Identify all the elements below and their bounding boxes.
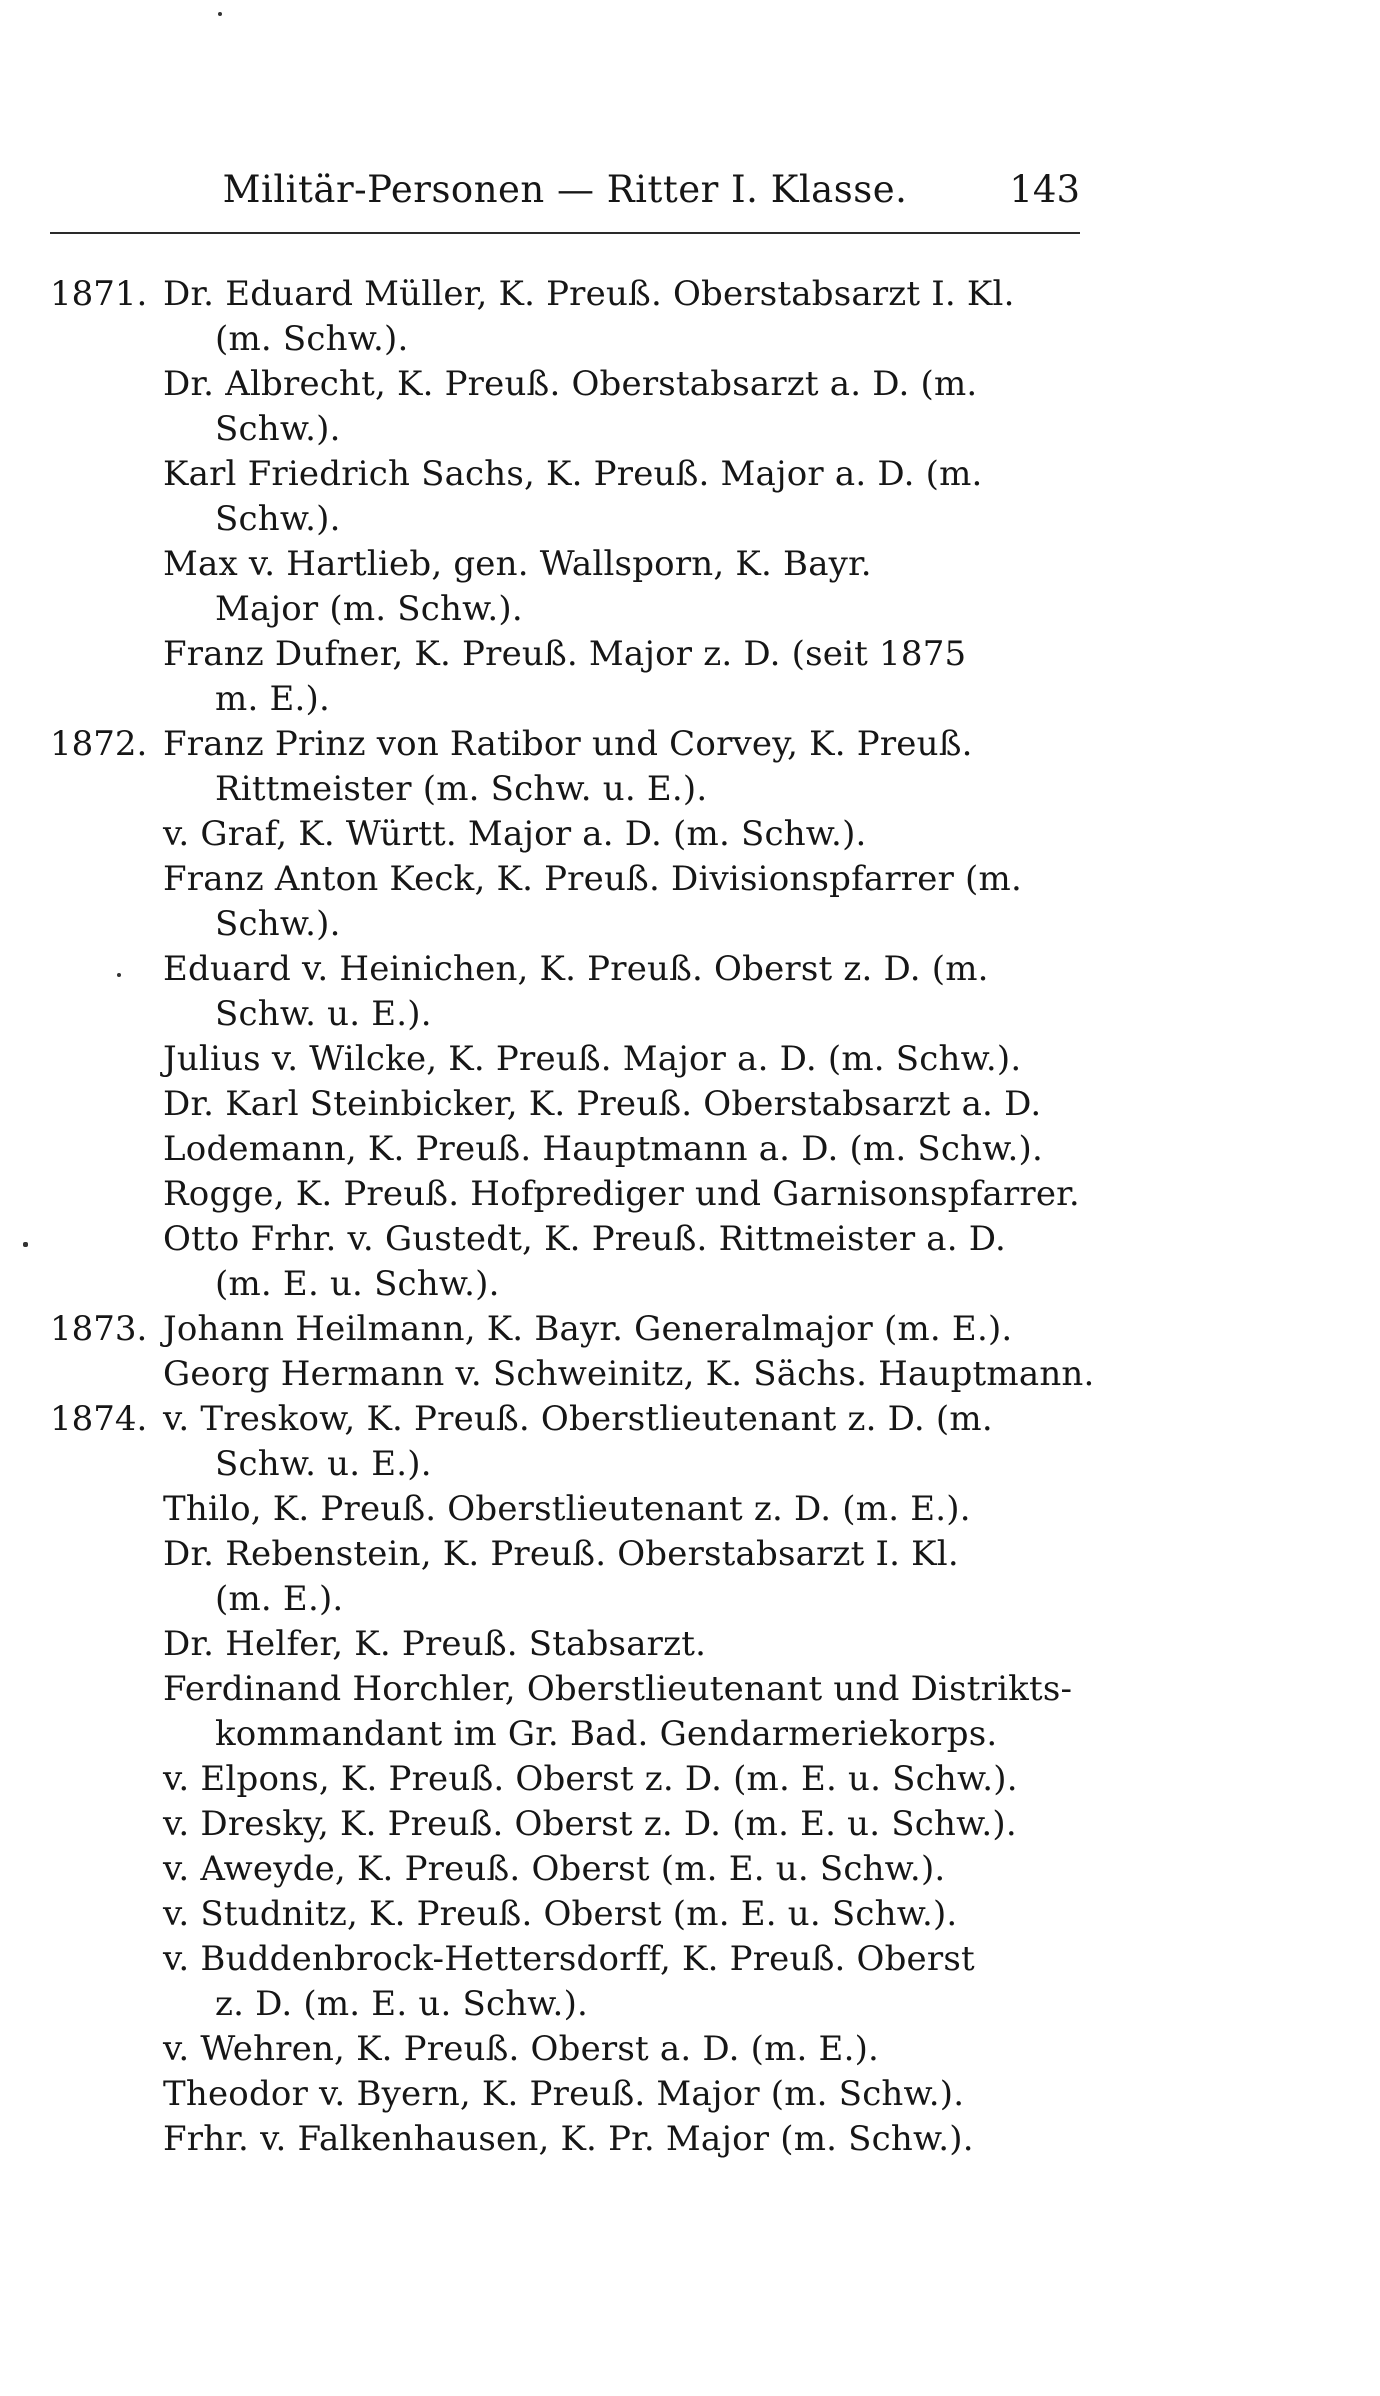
running-header [50, 168, 1080, 228]
list-item [50, 1892, 1090, 1937]
entry-text: v. Buddenbrock-Hettersdorff, K. Preuß. Oberst [163, 1939, 975, 1979]
list-item [50, 1082, 1090, 1127]
entry-text-continuation: Schw.). [215, 409, 341, 449]
entry-text: v. Studnitz, K. Preuß. Oberst (m. E. u. Schw.). [163, 1894, 958, 1934]
list-item [50, 1307, 1090, 1352]
entry-text: v. Dresky, K. Preuß. Oberst z. D. (m. E. u. Schw.). [163, 1804, 1017, 1844]
entry-text: Julius v. Wilcke, K. Preuß. Major a. D. (m. Schw.). [163, 1039, 1022, 1079]
list-item [50, 1937, 1090, 2027]
entry-text-continuation: Major (m. Schw.). [215, 589, 523, 629]
print-speck [218, 12, 222, 16]
list-item [50, 2027, 1090, 2072]
entry-text: Franz Prinz von Ratibor und Corvey, K. Preuß. [163, 724, 973, 764]
list-item [50, 362, 1090, 452]
list-item [50, 1802, 1090, 1847]
entry-text: Ferdinand Horchler, Oberstlieutenant und Distrikts- [163, 1669, 1073, 1709]
entry-text: Georg Hermann v. Schweinitz, K. Sächs. Hauptmann. [163, 1354, 1095, 1394]
list-item [50, 2117, 1090, 2162]
print-speck [23, 1242, 28, 1247]
list-item [50, 1172, 1090, 1217]
list-item [50, 272, 1090, 362]
year-label: 1872. [50, 724, 148, 764]
list-item [50, 1487, 1090, 1532]
entry-text: Dr. Helfer, K. Preuß. Stabsarzt. [163, 1624, 707, 1664]
entry-text: Dr. Eduard Müller, K. Preuß. Oberstabsarzt I. Kl. [163, 274, 1015, 314]
entry-text: v. Elpons, K. Preuß. Oberst z. D. (m. E. u. Schw.). [163, 1759, 1018, 1799]
entry-text: v. Wehren, K. Preuß. Oberst a. D. (m. E.). [163, 2029, 880, 2069]
entry-text-continuation: z. D. (m. E. u. Schw.). [215, 1984, 589, 2024]
list-item [50, 722, 1090, 812]
page-number: 143 [1009, 168, 1080, 211]
entry-text: Rogge, K. Preuß. Hofprediger und Garnisonspfarrer. [163, 1174, 1080, 1214]
entry-text: Eduard v. Heinichen, K. Preuß. Oberst z. D. (m. [163, 949, 989, 989]
list-item [50, 632, 1090, 722]
entry-text-continuation: m. E.). [215, 679, 330, 719]
entry-text: Frhr. v. Falkenhausen, K. Pr. Major (m. Schw.). [163, 2119, 974, 2159]
list-item [50, 1622, 1090, 1667]
entry-text: Lodemann, K. Preuß. Hauptmann a. D. (m. Schw.). [163, 1129, 1043, 1169]
entry-text: Dr. Albrecht, K. Preuß. Oberstabsarzt a. D. (m. [163, 364, 978, 404]
entry-text: Karl Friedrich Sachs, K. Preuß. Major a. D. (m. [163, 454, 983, 494]
entry-text-continuation: kommandant im Gr. Bad. Gendarmeriekorps. [215, 1714, 998, 1754]
list-item [50, 1037, 1090, 1082]
entry-list [50, 272, 1095, 2162]
entry-text-continuation: Schw.). [215, 499, 341, 539]
entry-text: v. Treskow, K. Preuß. Oberstlieutenant z. D. (m. [163, 1399, 993, 1439]
entry-text: Max v. Hartlieb, gen. Wallsporn, K. Bayr. [163, 544, 872, 584]
entry-text: Dr. Karl Steinbicker, K. Preuß. Oberstabsarzt a. D. [163, 1084, 1042, 1124]
list-item [50, 947, 1090, 1037]
year-label: 1874. [50, 1399, 148, 1439]
entry-text-continuation: (m. E.). [215, 1579, 344, 1619]
year-label: 1871. [50, 274, 148, 314]
list-item [50, 1847, 1090, 1892]
list-item [50, 1532, 1090, 1622]
entry-text: Thilo, K. Preuß. Oberstlieutenant z. D. (m. E.). [163, 1489, 971, 1529]
entry-text: Theodor v. Byern, K. Preuß. Major (m. Schw.). [163, 2074, 965, 2114]
list-item [50, 857, 1090, 947]
list-item [50, 1397, 1090, 1487]
entry-text: Franz Dufner, K. Preuß. Major z. D. (seit 1875 [163, 634, 967, 674]
entry-text: Johann Heilmann, K. Bayr. Generalmajor (m. E.). [163, 1309, 1013, 1349]
entry-text: v. Graf, K. Württ. Major a. D. (m. Schw.). [163, 814, 867, 854]
year-label: 1873. [50, 1309, 148, 1349]
entry-text-continuation: Schw. u. E.). [215, 994, 432, 1034]
entry-text-continuation: (m. E. u. Schw.). [215, 1264, 500, 1304]
list-item [50, 452, 1090, 542]
header-rule [50, 232, 1080, 234]
list-item [50, 542, 1090, 632]
list-item [50, 1757, 1090, 1802]
list-item [50, 2072, 1090, 2117]
entry-text-continuation: Schw.). [215, 904, 341, 944]
entry-text-continuation: (m. Schw.). [215, 319, 409, 359]
list-item [50, 812, 1090, 857]
entry-text: Franz Anton Keck, K. Preuß. Divisionspfarrer (m. [163, 859, 1022, 899]
list-item [50, 1127, 1090, 1172]
entry-text-continuation: Schw. u. E.). [215, 1444, 432, 1484]
list-item [50, 1217, 1090, 1307]
list-item [50, 1352, 1095, 1397]
running-title: Militär-Personen — Ritter I. Klasse. [222, 168, 908, 211]
entry-text: Otto Frhr. v. Gustedt, K. Preuß. Rittmeister a. D. [163, 1219, 1007, 1259]
entry-text: Dr. Rebenstein, K. Preuß. Oberstabsarzt I. Kl. [163, 1534, 959, 1574]
entry-text: v. Aweyde, K. Preuß. Oberst (m. E. u. Schw.). [163, 1849, 946, 1889]
list-item [50, 1667, 1090, 1757]
entry-text-continuation: Rittmeister (m. Schw. u. E.). [215, 769, 708, 809]
